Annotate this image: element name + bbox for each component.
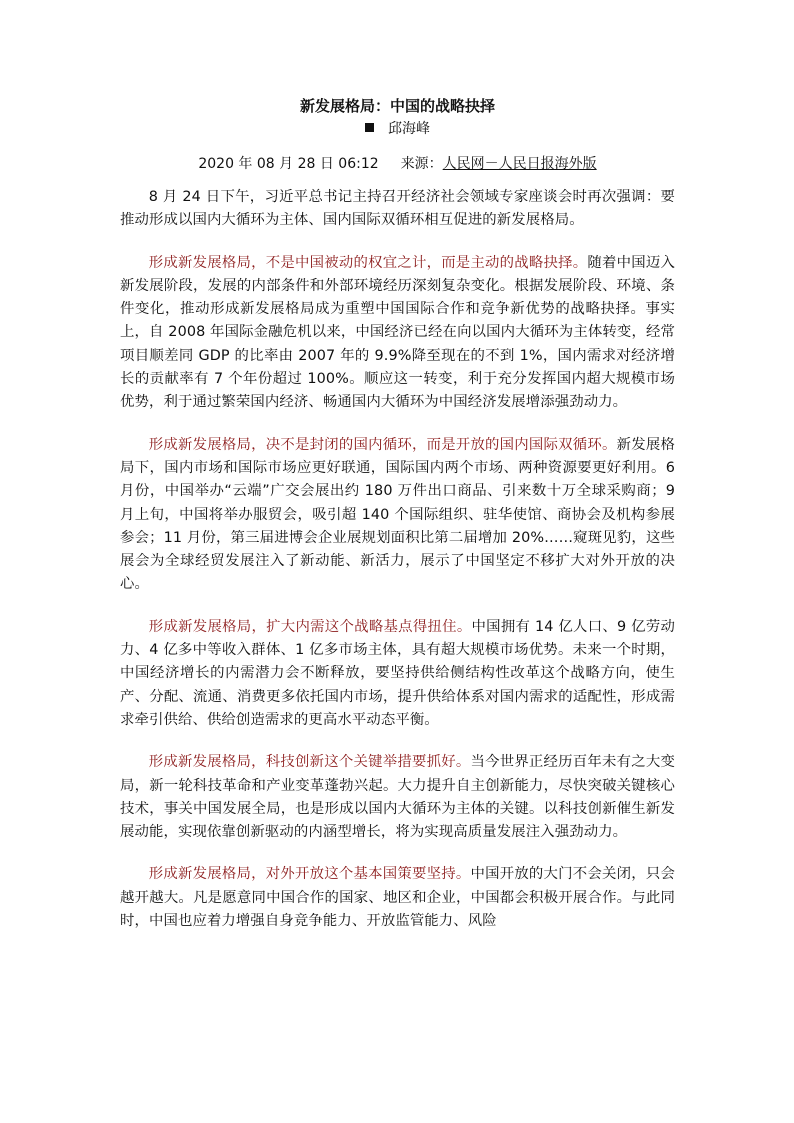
paragraph (120, 751, 675, 844)
paragraph (120, 863, 675, 933)
article-title: 新发展格局：中国的战略抉择 (299, 97, 495, 115)
author-name: 邱海峰 (388, 121, 430, 137)
paragraph (120, 252, 675, 415)
paragraph-body: 新发展格局下，国内市场和国际市场应更好联通，国际国内两个市场、两种资源要更好利用。6 月份，中国举办“云端”广交会展出约 180 万件出口商品、引来数十万全球采购商；9 月上旬，中国将举办服贸会，吸引超 140 个国际组织、驻华使馆、商协会及机构参展参会；11 月份，第三届进博会企业展规划面积比第二届增加 20%……窥斑见豹，这些展会为全球经贸发展注入了新动能、新活力，展示了中国坚定不移扩大对外开放的决心。 (120, 436, 676, 593)
paragraph-body: 中国拥有 14 亿人口、9 亿劳动力、4 亿多中等收入群体、1 亿多市场主体，具有超大规模市场优势。未来一个时期，中国经济增长的内需潜力会不断释放，要坚持供给侧结构性改革这个战略方向，使生产、分配、流通、消费更多依托国内市场，提升供给体系对国内需求的适配性，形成需求牵引供给、供给创造需求的更高水平动态平衡。 (120, 618, 675, 728)
paragraph (120, 186, 675, 233)
paragraph-lead: 形成新发展格局，决不是封闭的国内循环，而是开放的国内国际双循环。 (148, 436, 617, 453)
source-label: 来源： (400, 156, 443, 172)
paragraph-lead: 形成新发展格局，扩大内需这个战略基点得扭住。 (148, 618, 472, 635)
paragraph-body: 8 月 24 日下午，习近平总书记主持召开经济社会领域专家座谈会时再次强调：要推动形成以国内大循环为主体、国内国际双循环相互促进的新发展格局。 (120, 189, 675, 229)
author-line (120, 119, 675, 141)
square-bullet-icon (365, 123, 374, 132)
paragraph-body: 随着中国迈入新发展阶段，发展的内部条件和外部环境经历深刻复杂变化。根据发展阶段、环境、条件变化，推动形成新发展格局成为重塑中国国际合作和竞争新优势的战略抉择。事实上，自 2008 年国际金融危机以来，中国经济已经在向以国内大循环为主体转变，经常项目顺差同 GDP 的比率由 2007 年的 9.9%降至现在的不到 1%，国内需求对经济增长的贡献率有 7 个年份超过 100%。顺应这一转变，利于充分发挥国内超大规模市场优势，利于通过繁荣国内经济、畅通国内大循环为中国经济发展增添强劲动力。 (120, 254, 675, 411)
paragraph-body: 当今世界正经历百年未有之大变局，新一轮科技革命和产业变革蓬勃兴起。大力提升自主创新能力，尽快突破关键核心技术，事关中国发展全局，也是形成以国内大循环为主体的关键。以科技创新催生新发展动能，实现依靠创新驱动的内涵型增长，将为实现高质量发展注入强劲动力。 (120, 754, 676, 841)
paragraph-lead: 形成新发展格局，科技创新这个关键举措要抓好。 (148, 754, 471, 771)
paragraph-body: 中国开放的大门不会关闭，只会越开越大。凡是愿意同中国合作的国家、地区和企业，中国都会积极开展合作。与此同时，中国也应着力增强自身竞争能力、开放监管能力、风险 (120, 866, 676, 930)
paragraph (120, 434, 675, 597)
publish-date: 2020 年 08 月 28 日 06:12 (198, 156, 379, 172)
source-link[interactable]: 人民网－人民日报海外版 (442, 156, 597, 172)
article-page (120, 96, 675, 952)
paragraph-lead: 形成新发展格局，不是中国被动的权宜之计，而是主动的战略抉择。 (148, 254, 588, 271)
paragraph-lead: 形成新发展格局，对外开放这个基本国策要坚持。 (148, 866, 471, 883)
article-meta (120, 154, 675, 174)
paragraph (120, 616, 675, 732)
